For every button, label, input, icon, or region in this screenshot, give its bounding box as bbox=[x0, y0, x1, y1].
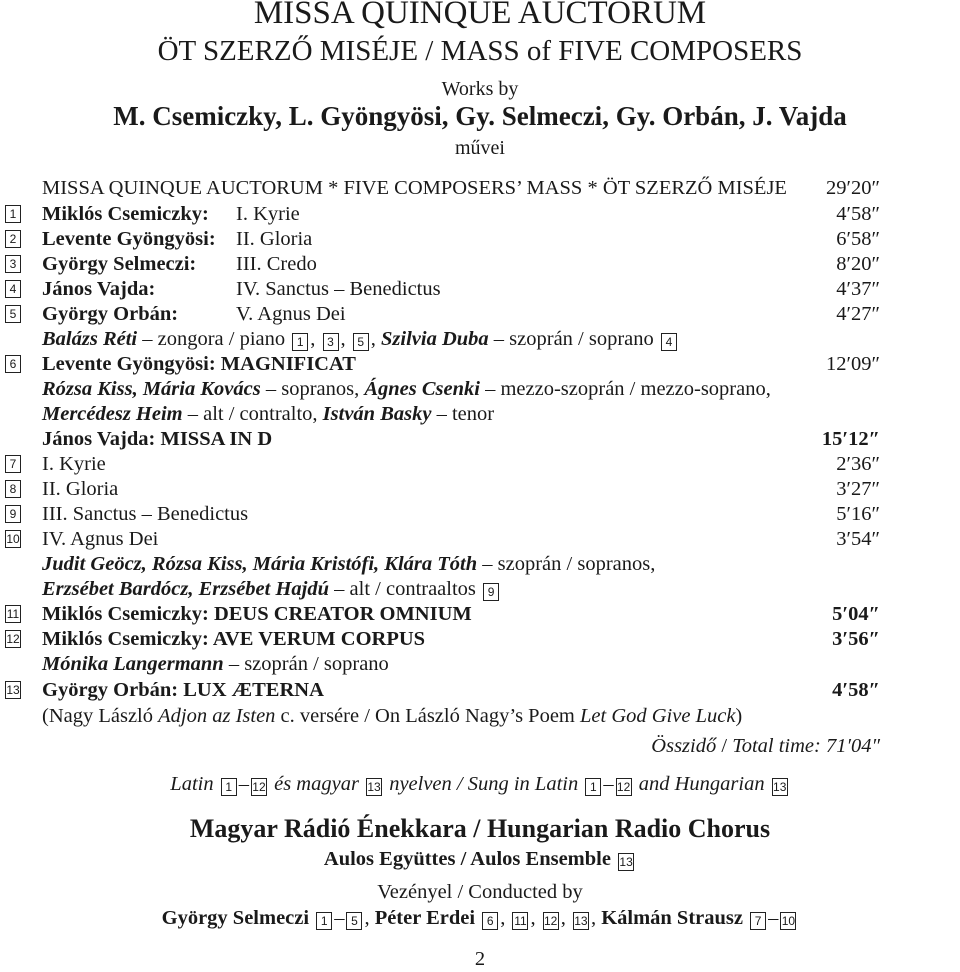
performer-name: Rózsa Kiss, Mária Kovács bbox=[42, 378, 261, 400]
track-ref: 1 bbox=[585, 778, 601, 796]
language-text: és magyar bbox=[274, 773, 359, 795]
works-by-label: Works by bbox=[441, 78, 519, 100]
track-row bbox=[0, 601, 960, 627]
performer-name: Judit Geöcz, Rózsa Kiss, Mária Kristófi, Klára Tóth bbox=[42, 553, 478, 575]
total-sep: / bbox=[716, 735, 733, 757]
track-number: 10 bbox=[6, 532, 20, 546]
page-title: MISSA QUINQUE AUCTORUM bbox=[253, 0, 707, 31]
performer-name: István Basky bbox=[322, 403, 432, 425]
language-text: nyelven / Sung in Latin bbox=[389, 773, 579, 795]
work-heading: János Vajda: MISSA IN D bbox=[42, 428, 273, 450]
missa-duration: 29′20″ bbox=[825, 177, 880, 199]
work-heading-row bbox=[0, 426, 960, 452]
track-duration: 2′36″ bbox=[836, 453, 880, 475]
track-ref: 10 bbox=[781, 914, 796, 928]
track-ref: 13 bbox=[367, 780, 381, 794]
track-duration: 4′58″ bbox=[836, 203, 880, 225]
performer-role: – alt / contralto, bbox=[187, 403, 318, 425]
performer-role: – zongora / piano bbox=[142, 328, 286, 350]
track-row bbox=[0, 476, 960, 502]
track-title: III. Sanctus – Benedictus bbox=[42, 503, 249, 525]
track-row bbox=[0, 301, 960, 327]
track-duration: 3′56″ bbox=[832, 628, 880, 650]
poem-author: (Nagy László bbox=[42, 705, 153, 727]
performer-role: – mezzo-szoprán / mezzo-soprano, bbox=[485, 378, 771, 400]
track-number: 4 bbox=[5, 280, 21, 298]
ensemble-name: Aulos Együttes / Aulos Ensemble bbox=[323, 848, 611, 870]
track-row bbox=[0, 226, 960, 252]
performers-line bbox=[0, 576, 960, 602]
separator: , bbox=[364, 907, 370, 929]
performers-line bbox=[0, 551, 960, 577]
range-dash: – bbox=[603, 773, 614, 795]
performer-name: Mercédesz Heim bbox=[42, 403, 183, 425]
conductors-line: György Selmeczi 1 – 5 , Péter Erdei 6 , 11 , 12 , 13 , Kálmán Strausz 7 – 10 bbox=[161, 907, 796, 929]
performer-role: – szoprán / sopranos, bbox=[482, 553, 656, 575]
track-number: 2 bbox=[5, 230, 21, 248]
track-duration: 3′27″ bbox=[836, 478, 880, 500]
track-heading: György Orbán: LUX ÆTERNA bbox=[42, 679, 324, 701]
track-ref: 1 bbox=[292, 333, 308, 351]
track-ref: 12 bbox=[252, 780, 266, 794]
track-composer: Levente Gyöngyösi: bbox=[42, 228, 216, 250]
track-number: 11 bbox=[6, 607, 20, 621]
track-duration: 5′16″ bbox=[836, 503, 880, 525]
range-dash: – bbox=[334, 907, 345, 929]
conductor-name: Péter Erdei bbox=[374, 907, 476, 929]
track-number: 13 bbox=[6, 683, 20, 697]
track-ref: 6 bbox=[482, 912, 498, 930]
page-number: 2 bbox=[474, 948, 486, 970]
language-text: Latin bbox=[170, 773, 214, 795]
missa-heading: MISSA QUINQUE AUCTORUM * FIVE COMPOSERS’ MASS * ÖT SZERZŐ MISÉJE bbox=[42, 177, 787, 199]
track-title: III. Credo bbox=[236, 253, 317, 275]
track-number: 1 bbox=[5, 205, 21, 223]
track-title: IV. Agnus Dei bbox=[42, 528, 159, 550]
track-ref: 13 bbox=[574, 914, 588, 928]
total-label-en: Total time: 71′04″ bbox=[732, 735, 880, 757]
language-note bbox=[0, 771, 960, 797]
track-ref: 13 bbox=[773, 780, 787, 794]
page-subtitle: ÖT SZERZŐ MISÉJE / MASS of FIVE COMPOSERS bbox=[157, 35, 803, 67]
conductor-name: György Selmeczi bbox=[161, 907, 310, 929]
track-title: II. Gloria bbox=[236, 228, 313, 250]
track-ref: 11 bbox=[514, 914, 527, 928]
track-row bbox=[0, 451, 960, 477]
performer-role: – tenor bbox=[436, 403, 495, 425]
performers-line bbox=[0, 376, 960, 402]
track-duration: 5′04″ bbox=[832, 603, 880, 625]
range-dash: – bbox=[238, 773, 249, 795]
track-ref: 4 bbox=[661, 333, 677, 351]
track-duration: 3′54″ bbox=[836, 528, 880, 550]
work-duration: 15′12″ bbox=[821, 428, 880, 450]
performer-role: – sopranos, bbox=[265, 378, 360, 400]
track-number: 5 bbox=[5, 305, 21, 323]
performer-role: – szoprán / soprano bbox=[493, 328, 654, 350]
composers-list: M. Csemiczky, L. Gyöngyösi, Gy. Selmeczi, Gy. Orbán, J. Vajda bbox=[113, 101, 847, 131]
track-ref: 5 bbox=[346, 912, 362, 930]
performer-name: Szilvia Duba bbox=[381, 328, 489, 350]
track-composer: György Selmeczi: bbox=[42, 253, 197, 275]
track-ref: 7 bbox=[750, 912, 766, 930]
track-row bbox=[0, 251, 960, 277]
performer-name: Ágnes Csenki bbox=[364, 378, 480, 400]
performer-name: Balázs Réti bbox=[42, 328, 138, 350]
track-heading: Levente Gyöngyösi: MAGNIFICAT bbox=[42, 353, 356, 375]
performer-role: – alt / contraaltos bbox=[334, 578, 476, 600]
track-ref: 3 bbox=[323, 333, 339, 351]
separator: , bbox=[590, 907, 597, 929]
track-row bbox=[0, 351, 960, 377]
track-row bbox=[0, 677, 960, 703]
track-ref: 1 bbox=[316, 912, 332, 930]
track-title: I. Kyrie bbox=[42, 453, 106, 475]
total-time bbox=[651, 733, 880, 759]
track-duration: 8′20″ bbox=[836, 253, 880, 275]
track-title: IV. Sanctus – Benedictus bbox=[236, 278, 441, 300]
language-text: and Hungarian bbox=[638, 773, 765, 795]
poem-title-en: Let God Give Luck bbox=[580, 705, 736, 727]
track-ref: 13 bbox=[619, 855, 633, 869]
ensemble-line bbox=[0, 846, 960, 872]
track-ref: 5 bbox=[353, 333, 369, 351]
range-dash: – bbox=[768, 907, 779, 929]
track-heading: Miklós Csemiczky: DEUS CREATOR OMNIUM bbox=[42, 603, 472, 625]
performer-role: – szoprán / soprano bbox=[228, 653, 389, 675]
track-duration: 4′37″ bbox=[836, 278, 880, 300]
track-number: 6 bbox=[5, 355, 21, 373]
track-number: 9 bbox=[5, 505, 21, 523]
track-row bbox=[0, 526, 960, 552]
poem-line bbox=[0, 703, 960, 729]
performers-line bbox=[0, 651, 960, 677]
chorus-name: Magyar Rádió Énekkara / Hungarian Radio Chorus bbox=[189, 814, 771, 843]
track-composer: Miklós Csemiczky: bbox=[42, 203, 209, 225]
track-title: II. Gloria bbox=[42, 478, 119, 500]
total-label-hu: Összidő bbox=[651, 735, 717, 757]
poem-text: c. versére / On László Nagy’s Poem bbox=[280, 705, 575, 727]
track-ref: 12 bbox=[544, 914, 558, 928]
track-number: 12 bbox=[6, 632, 20, 646]
poem-title-hu: Adjon az Isten bbox=[158, 705, 276, 727]
track-number: 3 bbox=[5, 255, 21, 273]
poem-close: ) bbox=[735, 705, 743, 727]
track-title: I. Kyrie bbox=[236, 203, 300, 225]
track-number: 8 bbox=[5, 480, 21, 498]
track-composer: György Orbán: bbox=[42, 303, 179, 325]
track-duration: 12′09″ bbox=[825, 353, 880, 375]
missa-heading-row bbox=[0, 175, 960, 201]
track-composer: János Vajda: bbox=[42, 278, 156, 300]
track-duration: 4′27″ bbox=[836, 303, 880, 325]
track-ref: 1 bbox=[221, 778, 237, 796]
works-by-label-hu: művei bbox=[455, 137, 505, 159]
conductor-name: Kálmán Strausz bbox=[601, 907, 743, 929]
conducted-label: Vezényel / Conducted by bbox=[377, 881, 583, 903]
track-ref: 12 bbox=[616, 780, 631, 794]
track-row bbox=[0, 201, 960, 227]
track-duration: 4′58″ bbox=[832, 679, 880, 701]
track-number: 7 bbox=[5, 455, 21, 473]
performer-name: Mónika Langermann bbox=[42, 653, 224, 675]
track-heading: Miklós Csemiczky: AVE VERUM CORPUS bbox=[42, 628, 426, 650]
track-row bbox=[0, 626, 960, 652]
track-row bbox=[0, 276, 960, 302]
performer-name: Erzsébet Bardócz, Erzsébet Hajdú bbox=[42, 578, 330, 600]
track-ref: 9 bbox=[483, 583, 499, 601]
performers-line: Balázs Réti – zongora / piano 1 , 3 , 5 , Szilvia Duba – szoprán / soprano 4 bbox=[0, 326, 960, 352]
track-title: V. Agnus Dei bbox=[236, 303, 346, 325]
track-duration: 6′58″ bbox=[836, 228, 880, 250]
performers-line bbox=[0, 401, 960, 427]
track-row bbox=[0, 501, 960, 527]
